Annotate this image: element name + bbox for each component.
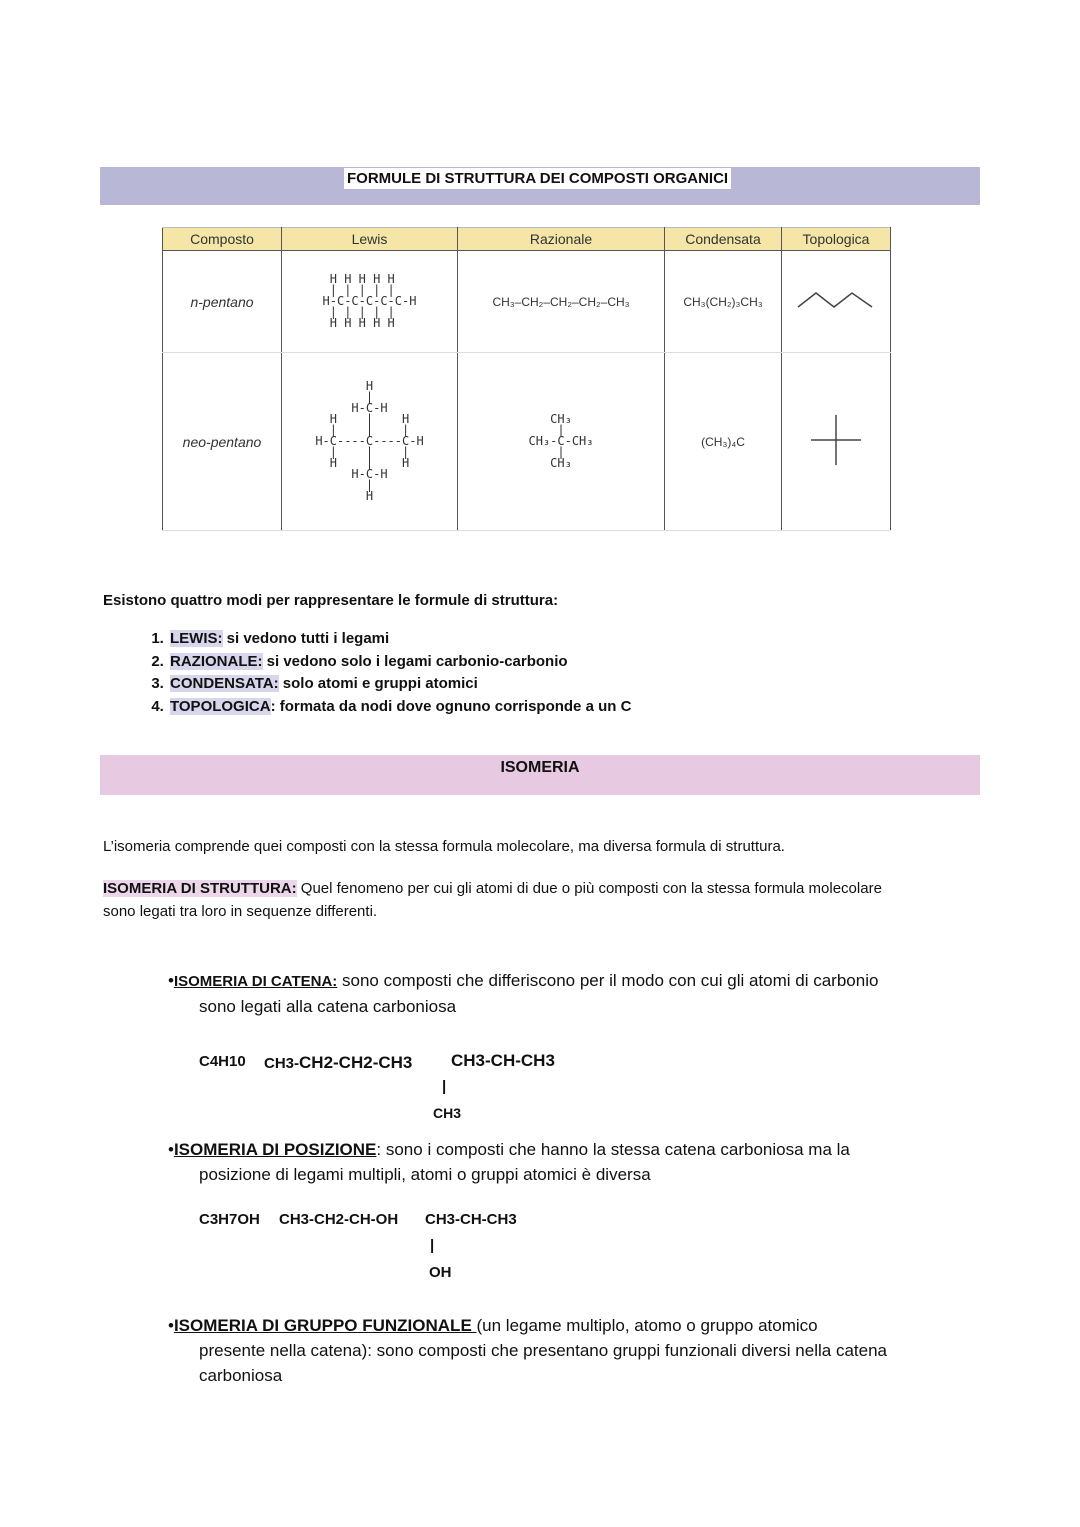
struttura-paragraph: [103, 877, 973, 923]
struttura-desc: Quel fenomeno per cui gli atomi di due o più composti con la stessa formula molecolare: [296, 880, 882, 897]
funzionale-paragraph: [168, 1313, 887, 1388]
funzionale-desc-cont: presente nella catena): sono composti che presentano gruppi funzionali diversi nella catena: [199, 1341, 887, 1360]
posizione-term: ISOMERIA DI POSIZIONE: [173, 1140, 377, 1159]
catena-desc-cont: sono legati alla catena carboniosa: [199, 997, 457, 1016]
header-lewis: Lewis: [282, 228, 458, 251]
modo-desc: si vedono solo i legami carbonio-carbonio: [262, 652, 568, 670]
intro-text: Esistono quattro modi per rappresentare le formule di struttura:: [103, 592, 559, 609]
catena-example-1: [264, 1053, 412, 1073]
header-razionale: Razionale: [458, 228, 665, 251]
bullet: •: [168, 1140, 174, 1159]
modo-term: RAZIONALE:: [170, 652, 263, 670]
condensata-formula: (CH₃)₄C: [665, 353, 782, 531]
modo-term: CONDENSATA:: [170, 675, 279, 692]
table-row: [163, 251, 891, 353]
posizione-example-2-branch: OH: [429, 1264, 452, 1281]
topologica-cell: [782, 353, 891, 531]
catena-example-2: CH3-CH-CH3: [451, 1051, 555, 1070]
funzionale-term: ISOMERIA DI GRUPPO FUNZIONALE: [173, 1316, 477, 1335]
header-condensata: Condensata: [665, 228, 782, 251]
catena-desc: sono composti che differiscono per il modo con cui gli atomi di carbonio: [337, 971, 879, 990]
lewis-formula: H | H-C-H H | H | | | H-C----C----C-H | | | H | H H-C-H | H: [315, 378, 424, 503]
posizione-desc-cont: posizione di legami multipli, atomi o gruppi atomici è diversa: [199, 1165, 651, 1184]
funzionale-desc-end: carboniosa: [199, 1366, 283, 1385]
header-composto: Composto: [163, 228, 282, 251]
lewis-formula: H H H H H | | | | | H-C-C-C-C-C-H | | | | | H H H H H: [322, 271, 417, 330]
catena-term: ISOMERIA DI CATENA:: [173, 973, 338, 990]
posizione-example-1: CH3-CH2-CH-OH: [279, 1211, 399, 1228]
header-topologica: Topologica: [782, 228, 891, 251]
list-item: [168, 673, 631, 696]
funzionale-desc: (un legame multiplo, atomo o gruppo atomico: [476, 1316, 818, 1335]
list-item: [168, 696, 631, 719]
razionale-cell: [458, 353, 665, 531]
bullet: •: [168, 1316, 174, 1335]
isomeria-definition: L’isomeria comprende quei composti con la stessa formula molecolare, ma diversa formula di struttura.: [103, 838, 785, 855]
catena-example-2-branch: CH3: [433, 1105, 462, 1121]
struttura-desc-cont: sono legati tra loro in sequenze differenti.: [103, 903, 378, 920]
bullet: •: [168, 971, 174, 990]
catena-paragraph: [168, 968, 878, 1019]
catena-example-1-rest: CH2-CH2-CH3: [299, 1053, 413, 1072]
razionale-formula: CH₃–CH₂–CH₂–CH₂–CH₃: [458, 251, 665, 353]
compound-name: n-pentano: [163, 251, 282, 353]
catena-example-2-bond: |: [442, 1078, 447, 1095]
modo-desc: solo atomi e gruppi atomici: [278, 675, 478, 692]
table-row: [163, 353, 891, 531]
razionale-formula: CH₃ | CH₃-C-CH₃ | CH₃: [528, 411, 594, 470]
struttura-term: ISOMERIA DI STRUTTURA:: [103, 880, 297, 897]
condensata-formula: CH₃(CH₂)₃CH₃: [665, 251, 782, 353]
modo-desc: : formata da nodi dove ognuno corrisponde a un C: [270, 697, 632, 715]
formule-table: [162, 227, 891, 531]
table-header-row: [163, 228, 891, 251]
lewis-cell: [282, 353, 458, 531]
section-title-isomeria: ISOMERIA: [500, 759, 580, 776]
section-title-formule: FORMULE DI STRUTTURA DEI COMPOSTI ORGANICI: [344, 168, 731, 189]
posizione-example-2-bond: |: [430, 1237, 435, 1254]
catena-formula: C4H10: [199, 1053, 246, 1070]
zigzag-chain-icon: [796, 290, 876, 310]
posizione-formula: C3H7OH: [199, 1211, 260, 1228]
posizione-example-2: CH3-CH-CH3: [425, 1211, 517, 1228]
posizione-desc: : sono i composti che hanno la stessa catena carboniosa ma la: [376, 1140, 850, 1159]
modo-term: TOPOLOGICA: [170, 697, 271, 715]
modi-list: [104, 628, 631, 718]
list-item: [168, 628, 631, 651]
compound-name: neo-pentano: [163, 353, 282, 531]
modo-term: LEWIS:: [170, 630, 223, 647]
topologica-cell: [782, 251, 891, 353]
list-item: [168, 651, 631, 674]
catena-example-1-prefix: CH3-: [264, 1055, 300, 1072]
posizione-paragraph: [168, 1137, 850, 1187]
cross-skeleton-icon: [809, 413, 863, 467]
lewis-cell: [282, 251, 458, 353]
modo-desc: si vedono tutti i legami: [222, 630, 390, 647]
